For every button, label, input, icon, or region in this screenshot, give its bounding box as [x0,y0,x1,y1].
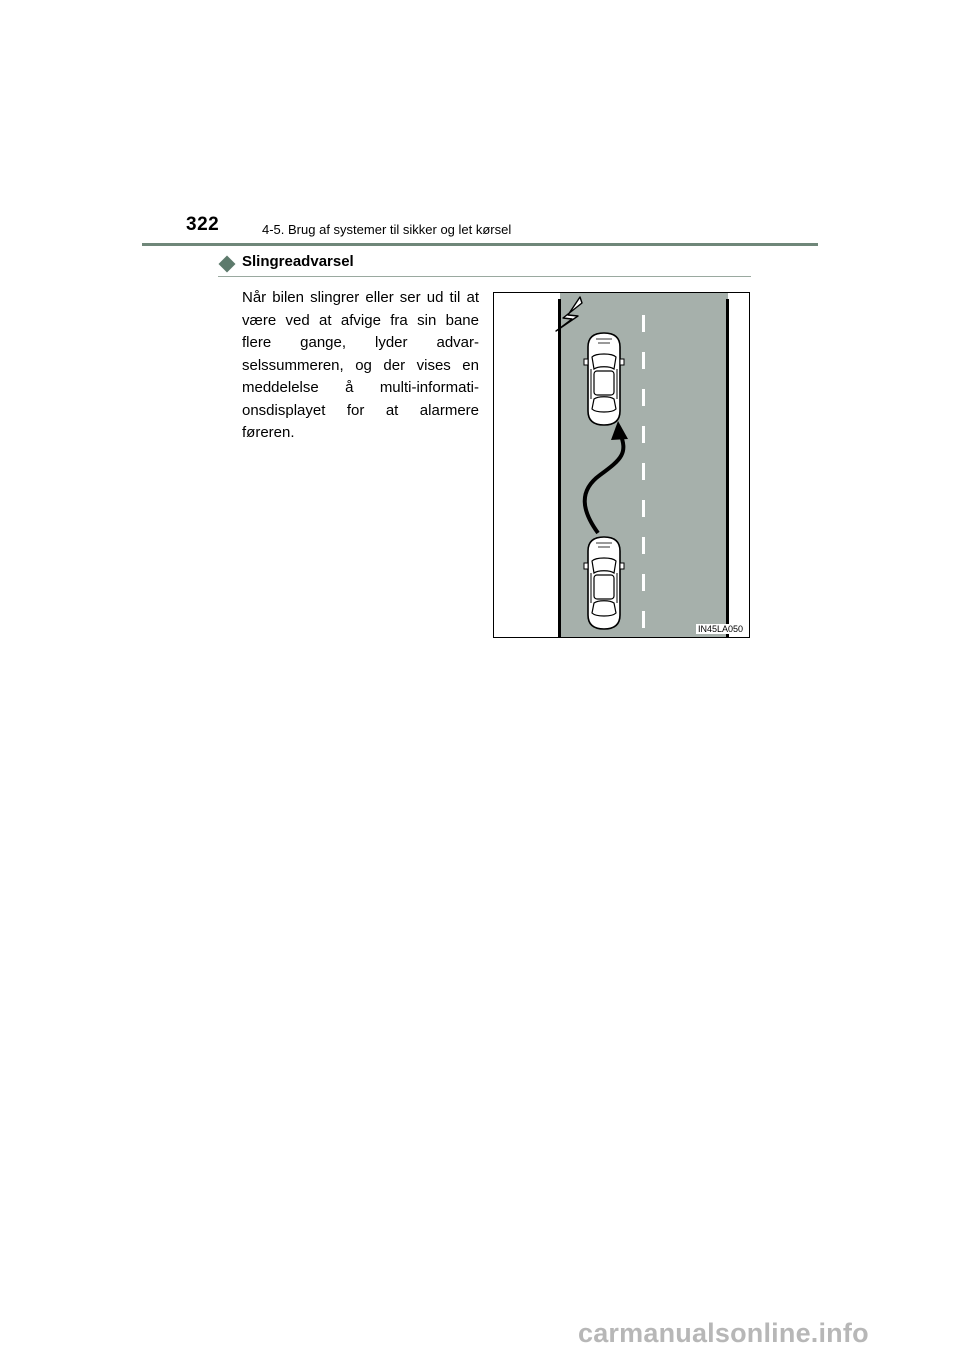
section-divider [218,276,751,277]
lane-center-dashes [642,315,645,628]
car-icon-lower [584,537,624,629]
road-edge-left [558,299,561,637]
diamond-bullet-icon [219,256,236,273]
illustration-lane-sway [493,292,750,638]
watermark: carmanualsonline.info [578,1318,869,1348]
header-divider [142,243,818,246]
page-number: 322 [186,214,220,235]
road-edge-right [726,299,729,637]
road-diagram [494,293,749,637]
section-title: Slingreadvarsel [242,253,354,270]
figure-code: IN45LA050 [697,624,743,634]
chapter-header: 4-5. Brug af systemer til sikker og let kørsel [262,222,512,237]
section-body-text: Når bilen slingrer eller ser ud til at være ved at afvige fra sin bane flere gange, lyder advar-selssummeren, og der vises en meddelelse å multi-informati-onsdisplayet for at alarmere føreren. [242,289,479,441]
car-icon-upper [584,333,624,425]
